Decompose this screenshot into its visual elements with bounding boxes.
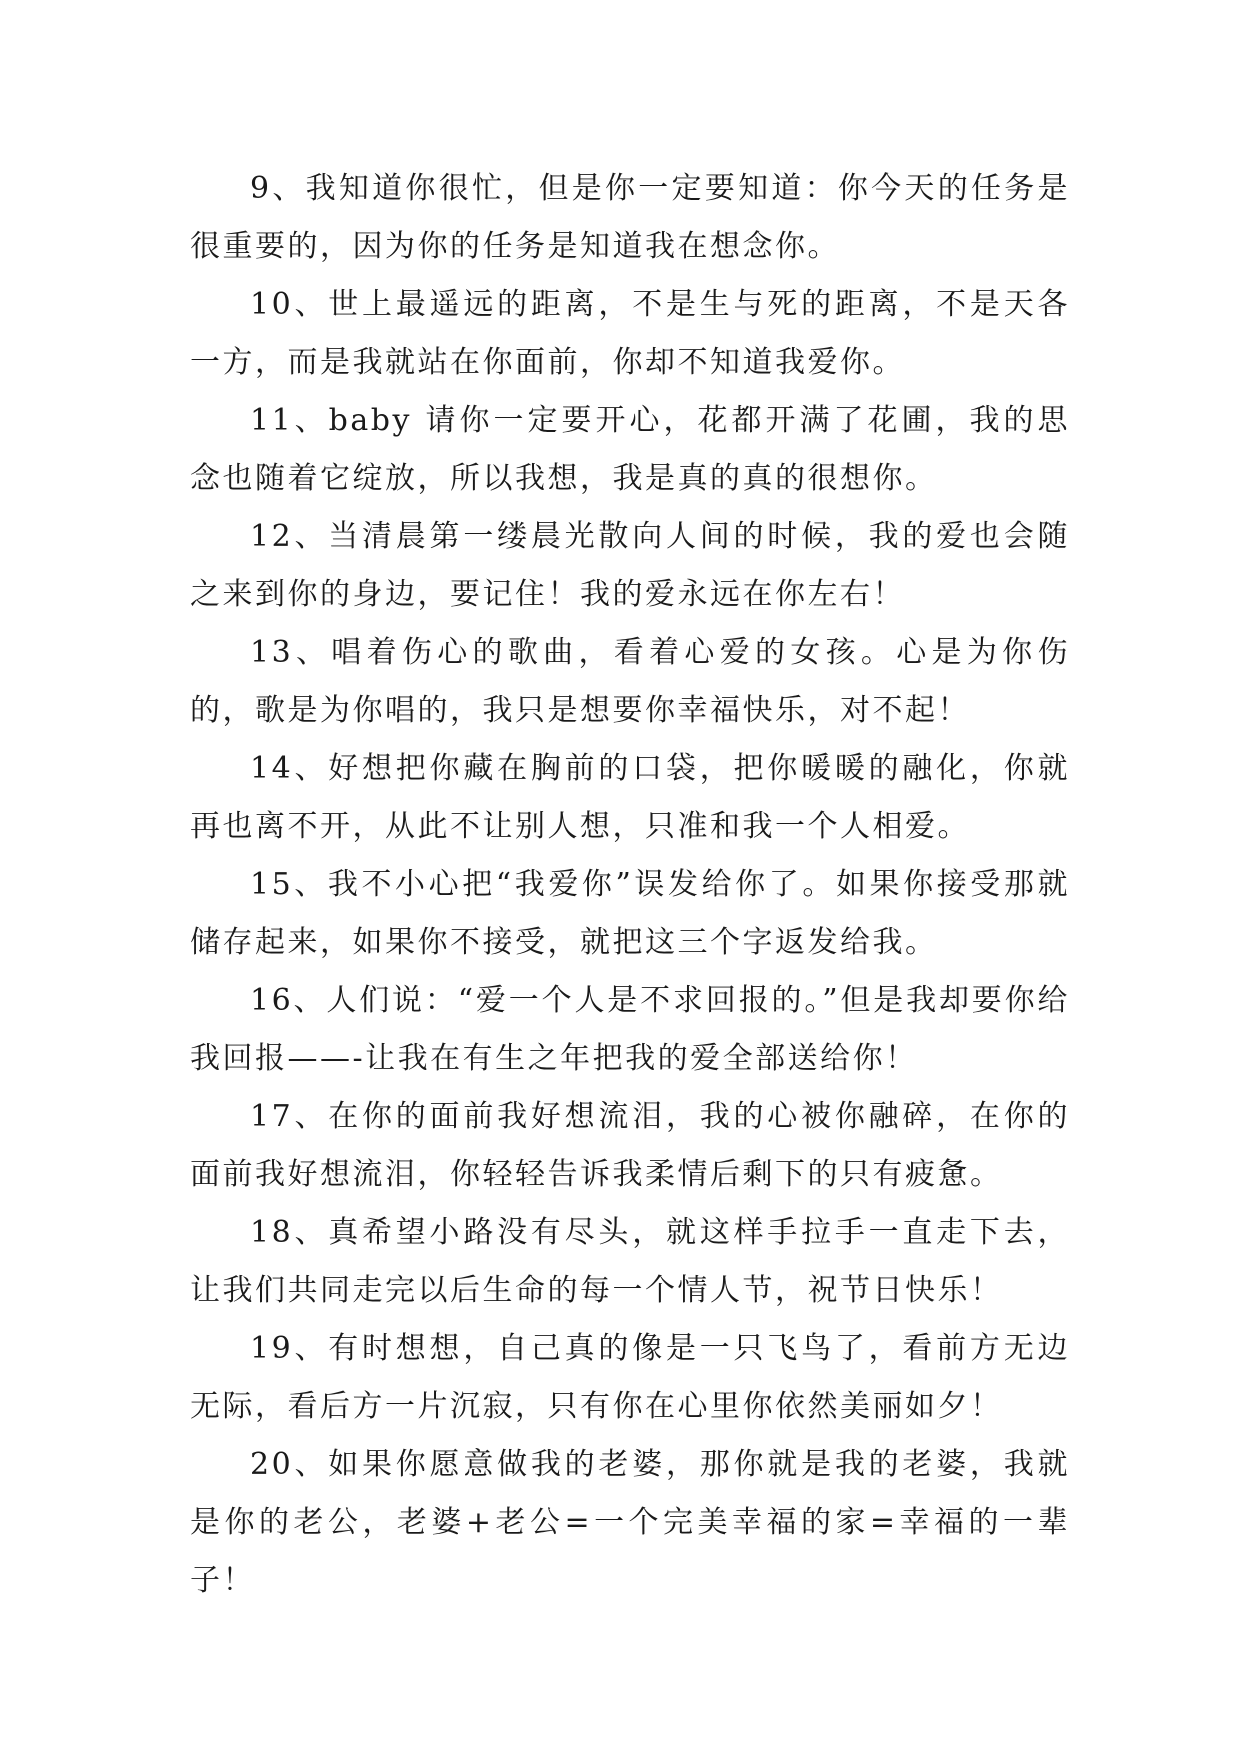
paragraph-19: 19、有时想想，自己真的像是一只飞鸟了，看前方无边无际，看后方一片沉寂，只有你在心里你依然美丽如夕！ bbox=[190, 1331, 1070, 1424]
paragraph-14: 14、好想把你藏在胸前的口袋，把你暖暖的融化，你就再也离不开，从此不让别人想，只准和我一个人相爱。 bbox=[190, 751, 1070, 844]
paragraph-16: 16、人们说：“爱一个人是不求回报的。”但是我却要你给我回报——-让我在有生之年把我的爱全部送给你！ bbox=[190, 983, 1070, 1076]
paragraph-12: 12、当清晨第一缕晨光散向人间的时候，我的爱也会随之来到你的身边，要记住！我的爱永远在你左右！ bbox=[190, 519, 1070, 612]
paragraph-11: 11、baby 请你一定要开心，花都开满了花圃，我的思念也随着它绽放，所以我想，我是真的真的很想你。 bbox=[190, 403, 1070, 496]
paragraph-20: 20、如果你愿意做我的老婆，那你就是我的老婆，我就是你的老公，老婆+老公=一个完美幸福的家=幸福的一辈子！ bbox=[190, 1447, 1070, 1598]
paragraph-15: 15、我不小心把“我爱你”误发给你了。如果你接受那就储存起来，如果你不接受，就把这三个字返发给我。 bbox=[190, 867, 1070, 960]
paragraph-18: 18、真希望小路没有尽头，就这样手拉手一直走下去，让我们共同走完以后生命的每一个情人节，祝节日快乐！ bbox=[190, 1215, 1070, 1308]
paragraph-9: 9、我知道你很忙，但是你一定要知道：你今天的任务是很重要的，因为你的任务是知道我在想念你。 bbox=[190, 171, 1070, 264]
paragraph-10: 10、世上最遥远的距离，不是生与死的距离，不是天各一方，而是我就站在你面前，你却不知道我爱你。 bbox=[190, 287, 1070, 380]
document-body bbox=[190, 160, 1070, 1610]
paragraph-13: 13、唱着伤心的歌曲，看着心爱的女孩。心是为你伤的，歌是为你唱的，我只是想要你幸福快乐，对不起！ bbox=[190, 635, 1070, 728]
paragraph-17: 17、在你的面前我好想流泪，我的心被你融碎，在你的面前我好想流泪，你轻轻告诉我柔情后剩下的只有疲惫。 bbox=[190, 1099, 1070, 1192]
